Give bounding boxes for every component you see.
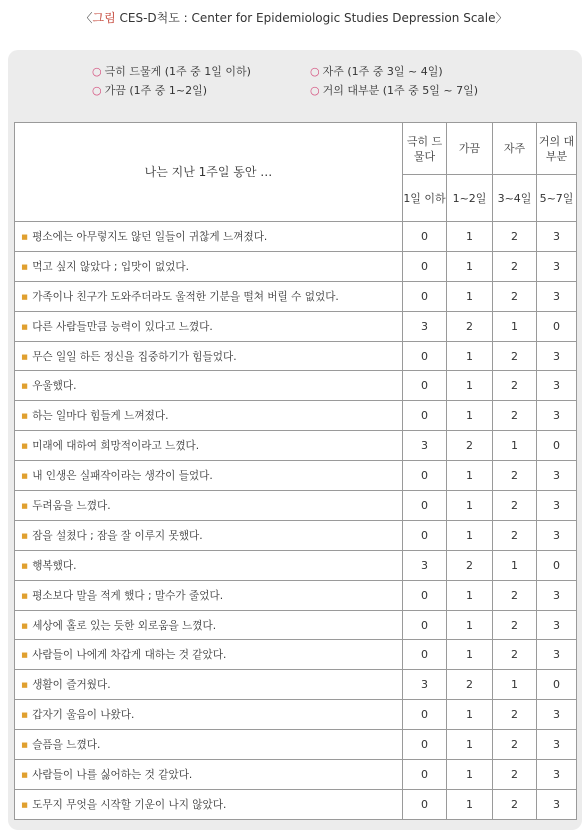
score-cell: 0 [537,311,577,341]
square-bullet-icon: ▪ [21,230,29,243]
score-cell: 0 [403,610,447,640]
legend-label: 극히 드물게 (1주 중 1일 이하) [104,65,251,78]
table-row [15,401,577,431]
table-row [15,610,577,640]
item-cell [15,341,403,371]
score-cell: 3 [537,341,577,371]
item-text: 갑자기 울음이 나왔다. [32,709,135,722]
score-cell: 2 [493,461,537,491]
score-cell: 2 [493,760,537,790]
score-cell: 0 [403,580,447,610]
score-cell: 1 [447,700,493,730]
score-cell: 3 [403,431,447,461]
score-cell: 3 [537,760,577,790]
square-bullet-icon: ▪ [21,559,29,572]
score-cell: 2 [493,401,537,431]
score-cell: 2 [493,491,537,521]
column-header-often: 자주 [493,123,537,175]
score-cell: 0 [403,401,447,431]
score-cell: 3 [537,580,577,610]
score-cell: 3 [537,789,577,819]
score-cell: 2 [493,222,537,252]
table-row [15,222,577,252]
score-cell: 3 [537,461,577,491]
score-cell: 2 [493,730,537,760]
item-text: 평소보다 말을 적게 했다 ; 말수가 줄었다. [32,589,224,602]
score-cell: 1 [447,789,493,819]
item-cell [15,700,403,730]
score-cell: 2 [493,251,537,281]
square-bullet-icon: ▪ [21,619,29,632]
table-row [15,491,577,521]
score-cell: 3 [537,520,577,550]
score-cell: 1 [447,281,493,311]
item-cell [15,670,403,700]
item-cell [15,730,403,760]
frequency-legend [92,64,532,98]
item-text: 잠을 설쳤다 ; 잠을 잘 이루지 못했다. [32,529,203,542]
table-row [15,520,577,550]
item-text: 도무지 무엇을 시작할 기운이 나지 않았다. [32,798,227,811]
score-cell: 0 [403,461,447,491]
square-bullet-icon: ▪ [21,589,29,602]
square-bullet-icon: ▪ [21,470,29,483]
score-cell: 0 [537,431,577,461]
score-cell: 2 [493,371,537,401]
table-row [15,251,577,281]
item-cell [15,461,403,491]
score-cell: 0 [403,520,447,550]
table-row [15,371,577,401]
score-cell: 2 [493,520,537,550]
item-cell [15,281,403,311]
item-cell [15,789,403,819]
score-cell: 2 [493,610,537,640]
item-text: 하는 일마다 힘들게 느껴졌다. [32,410,169,423]
item-cell [15,401,403,431]
item-cell [15,520,403,550]
score-cell: 0 [403,341,447,371]
score-cell: 0 [403,640,447,670]
table-row [15,550,577,580]
column-header-rarely: 극히 드물다 [403,123,447,175]
table-row [15,700,577,730]
table-row [15,640,577,670]
score-cell: 2 [493,281,537,311]
score-cell: 0 [403,760,447,790]
table-body [15,222,577,820]
legend-item-mostly [310,83,532,98]
score-cell: 1 [493,311,537,341]
table-row [15,311,577,341]
scale-panel [8,50,582,830]
score-cell: 3 [537,640,577,670]
item-text: 내 인생은 실패작이라는 생각이 들었다. [32,470,213,483]
score-cell: 1 [447,341,493,371]
circle-bullet-icon: ○ [310,65,320,78]
score-cell: 3 [537,251,577,281]
score-cell: 0 [537,550,577,580]
square-bullet-icon: ▪ [21,768,29,781]
item-text: 행복했다. [32,559,77,572]
score-cell: 1 [493,431,537,461]
item-cell [15,371,403,401]
score-cell: 3 [403,670,447,700]
score-cell: 2 [493,789,537,819]
score-cell: 0 [403,789,447,819]
table-row [15,461,577,491]
score-cell: 2 [447,670,493,700]
legend-item-rarely [92,64,310,79]
square-bullet-icon: ▪ [21,260,29,273]
square-bullet-icon: ▪ [21,679,29,692]
square-bullet-icon: ▪ [21,649,29,662]
square-bullet-icon: ▪ [21,410,29,423]
figure-label: 그림 [92,11,116,25]
score-cell: 2 [447,550,493,580]
score-cell: 1 [493,550,537,580]
square-bullet-icon: ▪ [21,320,29,333]
score-cell: 1 [493,670,537,700]
score-cell: 2 [493,341,537,371]
square-bullet-icon: ▪ [21,499,29,512]
column-subheader-rarely: 1일 이하 [403,175,447,222]
item-text: 슬픔을 느꼈다. [32,739,101,752]
item-cell [15,431,403,461]
score-cell: 1 [447,251,493,281]
legend-item-sometimes [92,83,310,98]
item-text: 무슨 일일 하든 정신을 집중하기가 힘들었다. [32,350,237,363]
item-cell [15,550,403,580]
item-text: 먹고 싶지 않았다 ; 입맛이 없었다. [32,260,189,273]
score-cell: 0 [403,700,447,730]
square-bullet-icon: ▪ [21,380,29,393]
item-cell [15,491,403,521]
legend-label: 거의 대부분 (1주 중 5일 ~ 7일) [322,84,479,97]
column-header-mostly: 거의 대부분 [537,123,577,175]
square-bullet-icon: ▪ [21,739,29,752]
legend-label: 가끔 (1주 중 1~2일) [104,84,208,97]
score-cell: 1 [447,580,493,610]
column-header-sometimes: 가끔 [447,123,493,175]
item-text: 생활이 즐거웠다. [32,679,111,692]
score-cell: 3 [537,222,577,252]
item-cell [15,222,403,252]
table-row [15,789,577,819]
ces-d-table [14,122,577,820]
column-subheader-often: 3~4일 [493,175,537,222]
score-cell: 1 [447,401,493,431]
score-cell: 1 [447,491,493,521]
score-cell: 1 [447,461,493,491]
table-row [15,730,577,760]
score-cell: 0 [537,670,577,700]
score-cell: 0 [403,730,447,760]
score-cell: 3 [537,401,577,431]
score-cell: 0 [403,281,447,311]
table-row [15,341,577,371]
square-bullet-icon: ▪ [21,709,29,722]
item-text: 우울했다. [32,380,77,393]
score-cell: 3 [537,491,577,521]
table-row [15,431,577,461]
circle-bullet-icon: ○ [310,84,320,97]
score-cell: 2 [447,431,493,461]
table-row [15,670,577,700]
square-bullet-icon: ▪ [21,529,29,542]
score-cell: 3 [403,311,447,341]
score-cell: 2 [447,311,493,341]
title-open-bracket: 〈 [80,11,93,25]
title-text: CES-D척도 : Center for Epidemiologic Studies Depression Scale〉 [115,11,508,25]
item-text: 다른 사람들만큼 능력이 있다고 느꼈다. [32,320,213,333]
score-cell: 1 [447,610,493,640]
legend-label: 자주 (1주 중 3일 ~ 4일) [322,65,443,78]
item-text: 두려움을 느꼈다. [32,499,111,512]
item-text: 사람들이 나를 싫어하는 것 같았다. [32,768,193,781]
score-cell: 0 [403,491,447,521]
item-cell [15,760,403,790]
score-cell: 1 [447,640,493,670]
score-cell: 2 [493,580,537,610]
score-cell: 3 [537,610,577,640]
figure-title [0,6,588,30]
score-cell: 1 [447,730,493,760]
square-bullet-icon: ▪ [21,440,29,453]
score-cell: 1 [447,520,493,550]
table-row [15,760,577,790]
item-cell [15,251,403,281]
score-cell: 3 [403,550,447,580]
item-cell [15,311,403,341]
score-cell: 1 [447,760,493,790]
score-cell: 0 [403,251,447,281]
item-text: 세상에 홀로 있는 듯한 외로움을 느꼈다. [32,619,217,632]
score-cell: 3 [537,730,577,760]
column-subheader-sometimes: 1~2일 [447,175,493,222]
square-bullet-icon: ▪ [21,798,29,811]
item-cell [15,580,403,610]
item-text: 사람들이 나에게 차갑게 대하는 것 같았다. [32,649,227,662]
column-subheader-mostly: 5~7일 [537,175,577,222]
score-cell: 3 [537,281,577,311]
table-row [15,580,577,610]
score-cell: 0 [403,371,447,401]
item-text: 미래에 대하여 희망적이라고 느꼈다. [32,440,200,453]
square-bullet-icon: ▪ [21,350,29,363]
item-cell [15,640,403,670]
score-cell: 1 [447,222,493,252]
score-cell: 3 [537,371,577,401]
score-cell: 0 [403,222,447,252]
table-row [15,281,577,311]
score-cell: 2 [493,700,537,730]
circle-bullet-icon: ○ [92,84,102,97]
item-cell [15,610,403,640]
score-cell: 2 [493,640,537,670]
square-bullet-icon: ▪ [21,290,29,303]
circle-bullet-icon: ○ [92,65,102,78]
score-cell: 3 [537,700,577,730]
table-main-header: 나는 지난 1주일 동안 … [15,123,403,222]
item-text: 평소에는 아무렇지도 않던 일들이 귀찮게 느껴졌다. [32,230,268,243]
score-cell: 1 [447,371,493,401]
legend-item-often [310,64,532,79]
item-text: 가족이나 친구가 도와주더라도 울적한 기분을 떨쳐 버릴 수 없었다. [32,290,339,303]
